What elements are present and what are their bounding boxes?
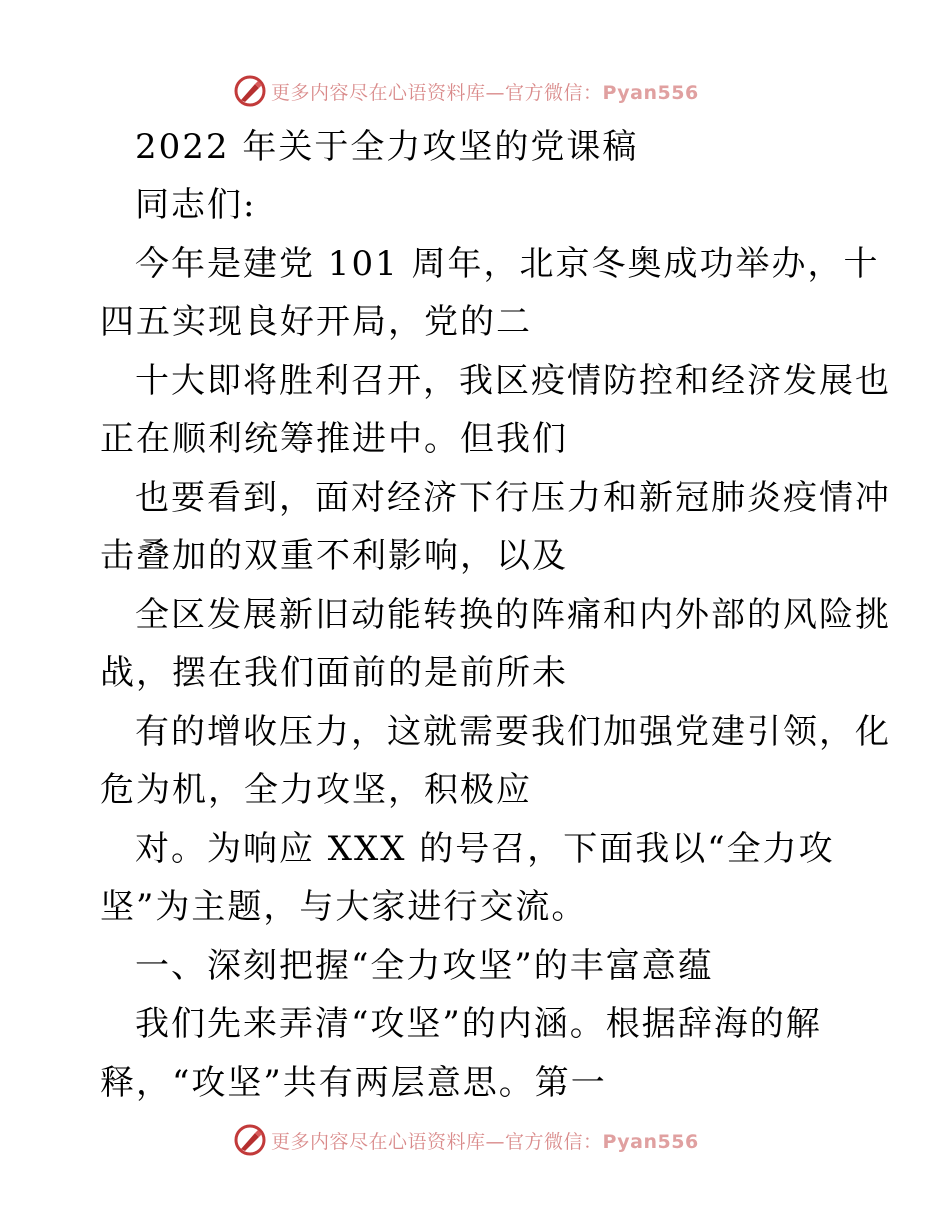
paragraph-line: 今年是建党 101 周年，北京冬奥成功举办，十 [135,244,880,284]
paragraph-line: 对。为响应 XXX 的号召，下面我以“全力攻 [135,829,835,869]
paragraph-line: 释，“攻坚”共有两层意思。第一 [100,1063,607,1103]
paragraph-line: 有的增收压力，这就需要我们加强党建引领，化 [135,712,891,752]
watermark-text: 更多内容尽在心语资料库—官方微信：Pyan556 [271,81,699,104]
paragraph-line: 我们先来弄清“攻坚”的内涵。根据辞海的解 [135,1004,822,1044]
paragraph-line: 四五实现良好开局，党的二 [100,302,532,342]
paragraph-line: 危为机，全力攻坚，积极应 [100,770,532,810]
watermark-text: 更多内容尽在心语资料库—官方微信：Pyan556 [271,1130,699,1153]
watermark-id: Pyan556 [602,81,699,104]
paragraph-line: 也要看到，面对经济下行压力和新冠肺炎疫情冲 [135,478,891,518]
paragraph-line: 坚”为主题，与大家进行交流。 [100,887,588,927]
paragraph-line: 击叠加的双重不利影响，以及 [100,536,568,576]
document-title: 2022 年关于全力攻坚的党课稿 [135,127,639,167]
paragraph-line: 正在顺利统筹推进中。但我们 [100,419,568,459]
pen-logo-icon [233,1123,267,1157]
section-heading: 一、深刻把握“全力攻坚”的丰富意蕴 [135,946,714,986]
paragraph-line: 全区发展新旧动能转换的阵痛和内外部的风险挑 [135,595,891,635]
salutation: 同志们: [135,185,257,225]
paragraph-line: 战，摆在我们面前的是前所未 [100,653,568,693]
watermark-id: Pyan556 [602,1130,699,1153]
footer-watermark [233,1123,699,1157]
paragraph-line: 十大即将胜利召开，我区疫情防控和经济发展也 [135,361,891,401]
